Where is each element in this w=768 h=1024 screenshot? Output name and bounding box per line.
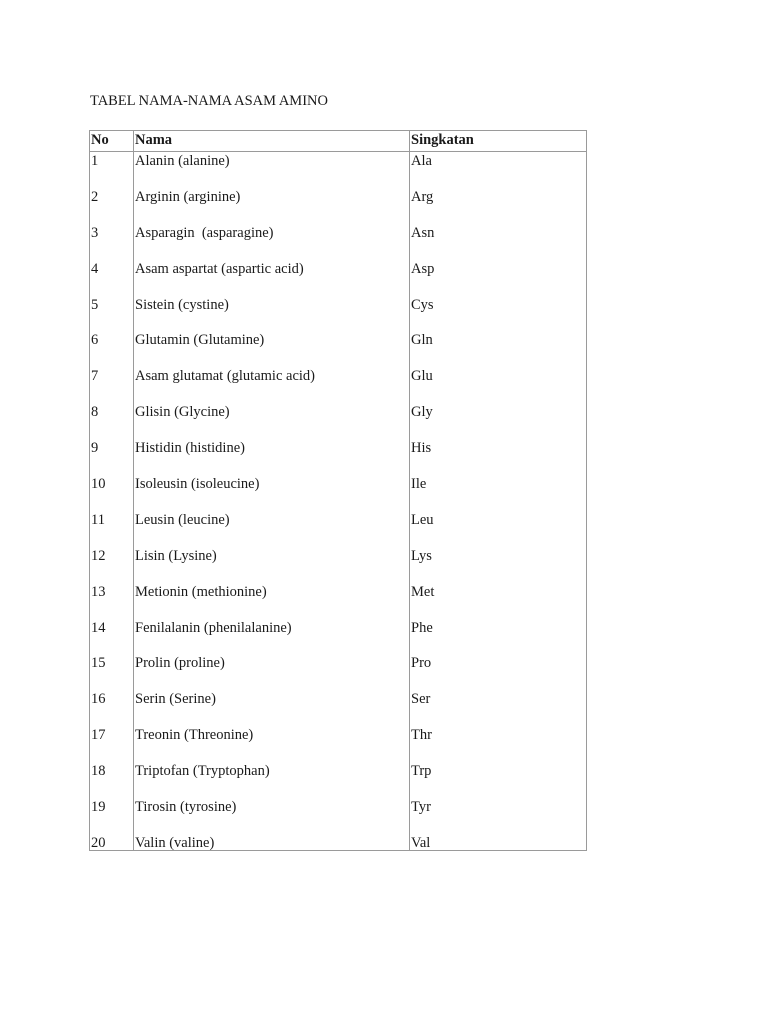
table-row [90, 403, 586, 439]
cell-nama: Lisin (Lysine) [135, 547, 217, 564]
table-row [90, 260, 586, 296]
cell-singkatan: Tyr [411, 799, 431, 816]
cell-singkatan: Met [411, 583, 435, 600]
cell-nama: Serin (Serine) [135, 691, 216, 708]
cell-nama: Isoleusin (isoleucine) [135, 476, 260, 493]
cell-nama: Alanin (alanine) [135, 153, 230, 169]
cell-singkatan: Arg [411, 188, 434, 205]
cell-no: 18 [91, 763, 106, 780]
table-row [90, 583, 586, 619]
table-row [90, 367, 586, 403]
table-row [90, 511, 586, 547]
table-row [90, 654, 586, 690]
cell-no: 9 [91, 440, 99, 457]
cell-nama: Glutamin (Glutamine) [135, 332, 265, 349]
cell-nama: Tirosin (tyrosine) [135, 799, 237, 816]
header-singkatan: Singkatan [411, 132, 474, 148]
table-row [90, 834, 586, 850]
cell-no: 16 [91, 691, 106, 708]
cell-no: 4 [91, 260, 99, 277]
cell-nama: Metionin (methionine) [135, 583, 267, 600]
cell-nama: Asam aspartat (aspartic acid) [135, 260, 304, 277]
cell-nama: Glisin (Glycine) [135, 404, 230, 421]
table-row [90, 224, 586, 260]
cell-no: 15 [91, 655, 106, 672]
cell-nama: Fenilalanin (phenilalanine) [135, 619, 292, 636]
cell-singkatan: Leu [411, 511, 434, 528]
cell-no: 1 [91, 153, 99, 169]
cell-nama: Leusin (leucine) [135, 511, 230, 528]
table-row [90, 619, 586, 655]
cell-singkatan: Asn [411, 224, 435, 241]
header-no: No [91, 132, 109, 148]
header-nama: Nama [135, 132, 173, 148]
cell-no: 8 [91, 404, 99, 421]
table-row [90, 296, 586, 332]
cell-nama: Arginin (arginine) [135, 188, 241, 205]
cell-nama: Valin (valine) [135, 834, 215, 851]
document-title: TABEL NAMA-NAMA ASAM AMINO [90, 93, 328, 109]
table-row [90, 547, 586, 583]
cell-no: 10 [91, 476, 106, 493]
cell-no: 2 [91, 188, 99, 205]
cell-no: 3 [91, 224, 99, 241]
table-row [90, 439, 586, 475]
cell-singkatan: Asp [411, 260, 435, 277]
cell-nama: Sistein (cystine) [135, 296, 229, 313]
cell-no: 17 [91, 727, 106, 744]
table-row [90, 475, 586, 511]
cell-singkatan: Ser [411, 691, 431, 708]
cell-nama: Triptofan (Tryptophan) [135, 763, 270, 780]
table-row [90, 690, 586, 726]
cell-nama: Prolin (proline) [135, 655, 225, 672]
cell-singkatan: Ala [411, 153, 432, 169]
cell-singkatan: Cys [411, 296, 434, 313]
cell-no: 12 [91, 547, 106, 564]
table-header-row [90, 131, 586, 152]
cell-singkatan: Phe [411, 619, 433, 636]
amino-acid-table [89, 130, 587, 851]
cell-singkatan: Pro [411, 655, 432, 672]
cell-singkatan: Gly [411, 404, 433, 421]
cell-no: 20 [91, 834, 106, 851]
cell-nama: Treonin (Threonine) [135, 727, 254, 744]
table-row [90, 726, 586, 762]
cell-singkatan: Ile [411, 476, 427, 493]
table-row [90, 798, 586, 834]
cell-no: 7 [91, 368, 99, 385]
cell-singkatan: Thr [411, 727, 432, 744]
cell-no: 11 [91, 511, 105, 528]
cell-singkatan: Lys [411, 547, 432, 564]
cell-singkatan: His [411, 440, 432, 457]
cell-no: 13 [91, 583, 106, 600]
table-row [90, 188, 586, 224]
cell-singkatan: Glu [411, 368, 433, 385]
cell-nama: Asparagin (asparagine) [135, 224, 274, 241]
cell-no: 5 [91, 296, 99, 313]
cell-no: 14 [91, 619, 106, 636]
cell-singkatan: Trp [411, 763, 432, 780]
cell-singkatan: Val [411, 834, 431, 851]
table-row [90, 331, 586, 367]
table-row [90, 762, 586, 798]
cell-nama: Asam glutamat (glutamic acid) [135, 368, 315, 385]
cell-no: 19 [91, 799, 106, 816]
table-row [90, 152, 586, 188]
table-body [90, 152, 586, 850]
cell-singkatan: Gln [411, 332, 433, 349]
cell-nama: Histidin (histidine) [135, 440, 245, 457]
cell-no: 6 [91, 332, 99, 349]
